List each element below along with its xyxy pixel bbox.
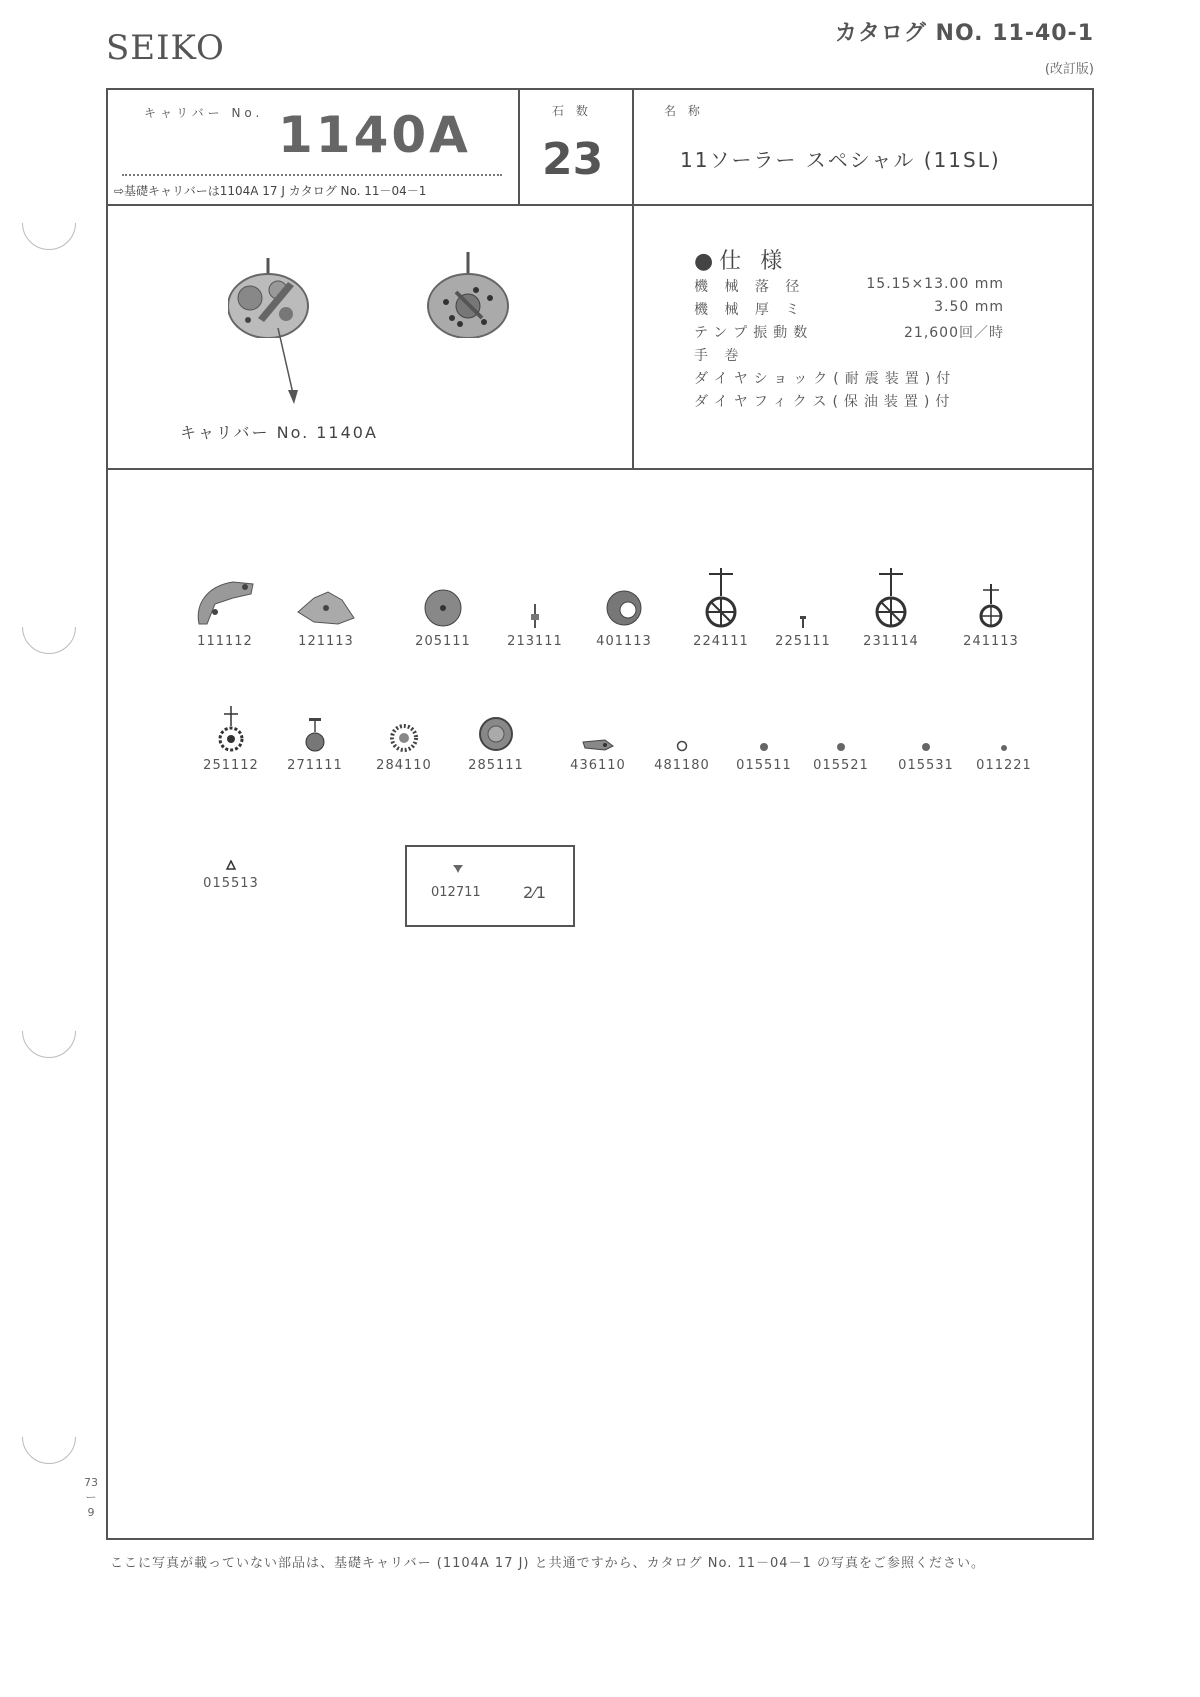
jewel-icon [796,696,886,752]
punch-hole [22,1004,76,1058]
gear-icon [359,696,449,752]
footer-note: ここに写真が載っていない部品は、基礎キャリバー (1104A 17 J) と共通ですから、カタログ No. 11－04－1 の写真をご参照ください。 [110,1556,985,1571]
part-number: 224111 [693,634,749,649]
jewels-label: 石 数 [552,104,592,118]
catalog-number: カタログ NO. 11-40-1 [834,21,1094,46]
part-number: 011221 [976,758,1032,773]
movement-photo-front [228,258,312,338]
part-number: 225111 [775,634,831,649]
part-item [451,696,541,773]
caliber-label: キャリバー No. [144,106,264,120]
part-number: 251112 [203,758,259,773]
brand-logo: SEIKO [106,28,225,68]
jewel-icon [881,696,971,752]
part-number: 213111 [507,634,563,649]
part-number: 481180 [654,758,710,773]
photo-caption: キャリバー No. 1140A [180,423,378,442]
punch-hole [22,600,76,654]
spec-label: テンプ振動数 [694,325,814,341]
ring-icon [637,696,727,752]
part-item [553,696,643,773]
spec-row [694,299,1004,321]
part-item [846,558,936,649]
part-number: 401113 [596,634,652,649]
spec-label: 機 械 落 径 [694,279,806,295]
name-label: 名 称 [664,104,704,118]
boxed-part [405,845,575,927]
gear-icon [451,696,541,752]
wheel-icon [676,558,766,628]
spec-title: ●仕 様 [694,249,789,274]
disk-icon [398,558,488,628]
spec-value: 3.50 mm [934,299,1004,315]
part-number: 111112 [197,634,253,649]
grid-line [518,90,520,204]
grid-line [632,90,634,468]
part-number: 284110 [376,758,432,773]
part-number: 015531 [898,758,954,773]
catalog-sheet [106,88,1094,1540]
wheel-icon [846,558,936,628]
spec-row [694,322,1004,344]
part-number: 241113 [963,634,1019,649]
spec-value: 15.15×13.00 mm [866,276,1004,292]
spec-label: ダイヤフィクス(保油装置)付 [694,394,956,410]
part-item [359,696,449,773]
part-number: 231114 [863,634,919,649]
movement-photo-back [426,252,510,338]
part-item [186,696,276,773]
page-side-mark: 73 ー 9 [84,1476,98,1519]
part-item [270,696,360,773]
part-number: 015521 [813,758,869,773]
part-item [281,558,371,649]
part-item [180,558,270,649]
boxed-part-number: 012711 [431,885,481,900]
part-number: 121113 [298,634,354,649]
part-item [637,696,727,773]
part-number: 205111 [415,634,471,649]
lever-icon [553,696,643,752]
base-caliber-note: ⇨基礎キャリバーは1104A 17 J カタログ No. 11－04－1 [114,184,427,198]
screw-icon [758,558,848,628]
pin-icon [490,558,580,628]
part-item [676,558,766,649]
triangle-icon [186,834,276,870]
spec-row [694,276,1004,298]
pinion-icon [270,696,360,752]
spec-row [694,368,1004,390]
boxed-part-qty: 2⁄1 [523,883,547,902]
part-item [758,558,848,649]
spec-panel [694,244,1034,444]
part-number: 285111 [468,758,524,773]
ring-icon [579,558,669,628]
punch-hole [22,1410,76,1464]
revised-label: (改訂版) [1044,62,1094,77]
part-item [398,558,488,649]
caption-arrow [274,328,314,408]
bridge-icon [281,558,371,628]
jewel-icon [959,696,1049,752]
spec-label: ダイヤショック(耐震装置)付 [694,371,957,387]
wheel-icon [946,558,1036,628]
part-number: 436110 [570,758,626,773]
punch-hole [22,196,76,250]
part-number: 271111 [287,758,343,773]
plate-icon [180,558,270,628]
model-name: 11ソーラー スペシャル (11SL) [680,148,1001,172]
caliber-number: 1140A [278,106,471,164]
escape-wheel-icon [186,696,276,752]
part-item [796,696,886,773]
dotted-divider [122,174,502,176]
part-number: 015513 [203,876,259,891]
screw-icon [451,863,465,875]
spec-row [694,345,1004,367]
spec-row [694,391,1004,413]
spec-label: 機 械 厚 ミ [694,302,806,318]
part-item [959,696,1049,773]
part-item [946,558,1036,649]
part-item [186,834,276,891]
part-item [579,558,669,649]
spec-value: 21,600回／時 [904,325,1004,341]
part-item [490,558,580,649]
part-number: 015511 [736,758,792,773]
spec-label: 手 巻 [694,348,745,364]
grid-line [108,468,1092,470]
part-item [881,696,971,773]
jewels-count: 23 [542,134,604,185]
grid-line [108,204,1092,206]
